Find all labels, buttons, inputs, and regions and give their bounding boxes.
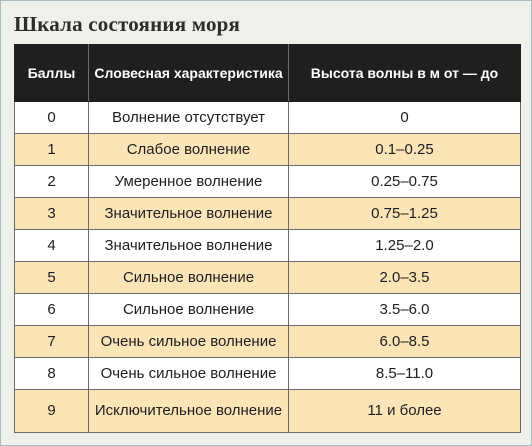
- cell-wave-height: 2.0–3.5: [289, 262, 521, 294]
- table-row: [15, 102, 521, 134]
- cell-score: 1: [15, 134, 89, 166]
- table-row: [15, 390, 521, 433]
- sea-state-table: [14, 44, 521, 433]
- table-row: [15, 358, 521, 390]
- table-row: [15, 262, 521, 294]
- page-title: Шкала состояния моря: [14, 12, 241, 36]
- cell-description: Значительное волнение: [89, 198, 289, 230]
- cell-description: Очень сильное волнение: [89, 358, 289, 390]
- cell-wave-height: 0.1–0.25: [289, 134, 521, 166]
- cell-score: 8: [15, 358, 89, 390]
- cell-wave-height: 8.5–11.0: [289, 358, 521, 390]
- header-description: Словесная характеристика: [89, 45, 289, 102]
- cell-wave-height: 3.5–6.0: [289, 294, 521, 326]
- header-wave-height: Высота волны в м от — до: [289, 45, 521, 102]
- table-row: [15, 198, 521, 230]
- cell-wave-height: 0.75–1.25: [289, 198, 521, 230]
- cell-score: 3: [15, 198, 89, 230]
- cell-description: Исключительное волнение: [89, 390, 289, 433]
- cell-wave-height: 11 и более: [289, 390, 521, 433]
- header-score: Баллы: [15, 45, 89, 102]
- cell-score: 4: [15, 230, 89, 262]
- cell-description: Волнение отсутствует: [89, 102, 289, 134]
- cell-description: Сильное волнение: [89, 262, 289, 294]
- header-row: [15, 45, 521, 102]
- table-header: [15, 45, 521, 102]
- table-row: [15, 166, 521, 198]
- cell-wave-height: 6.0–8.5: [289, 326, 521, 358]
- cell-wave-height: 1.25–2.0: [289, 230, 521, 262]
- cell-score: 6: [15, 294, 89, 326]
- cell-description: Значительное волнение: [89, 230, 289, 262]
- cell-wave-height: 0.25–0.75: [289, 166, 521, 198]
- cell-description: Слабое волнение: [89, 134, 289, 166]
- cell-description: Сильное волнение: [89, 294, 289, 326]
- cell-score: 2: [15, 166, 89, 198]
- cell-score: 5: [15, 262, 89, 294]
- cell-wave-height: 0: [289, 102, 521, 134]
- cell-description: Очень сильное волнение: [89, 326, 289, 358]
- table-row: [15, 326, 521, 358]
- table-row: [15, 294, 521, 326]
- cell-description: Умеренное волнение: [89, 166, 289, 198]
- cell-score: 7: [15, 326, 89, 358]
- table-body: [15, 102, 521, 433]
- cell-score: 0: [15, 102, 89, 134]
- table-row: [15, 134, 521, 166]
- table-row: [15, 230, 521, 262]
- cell-score: 9: [15, 390, 89, 433]
